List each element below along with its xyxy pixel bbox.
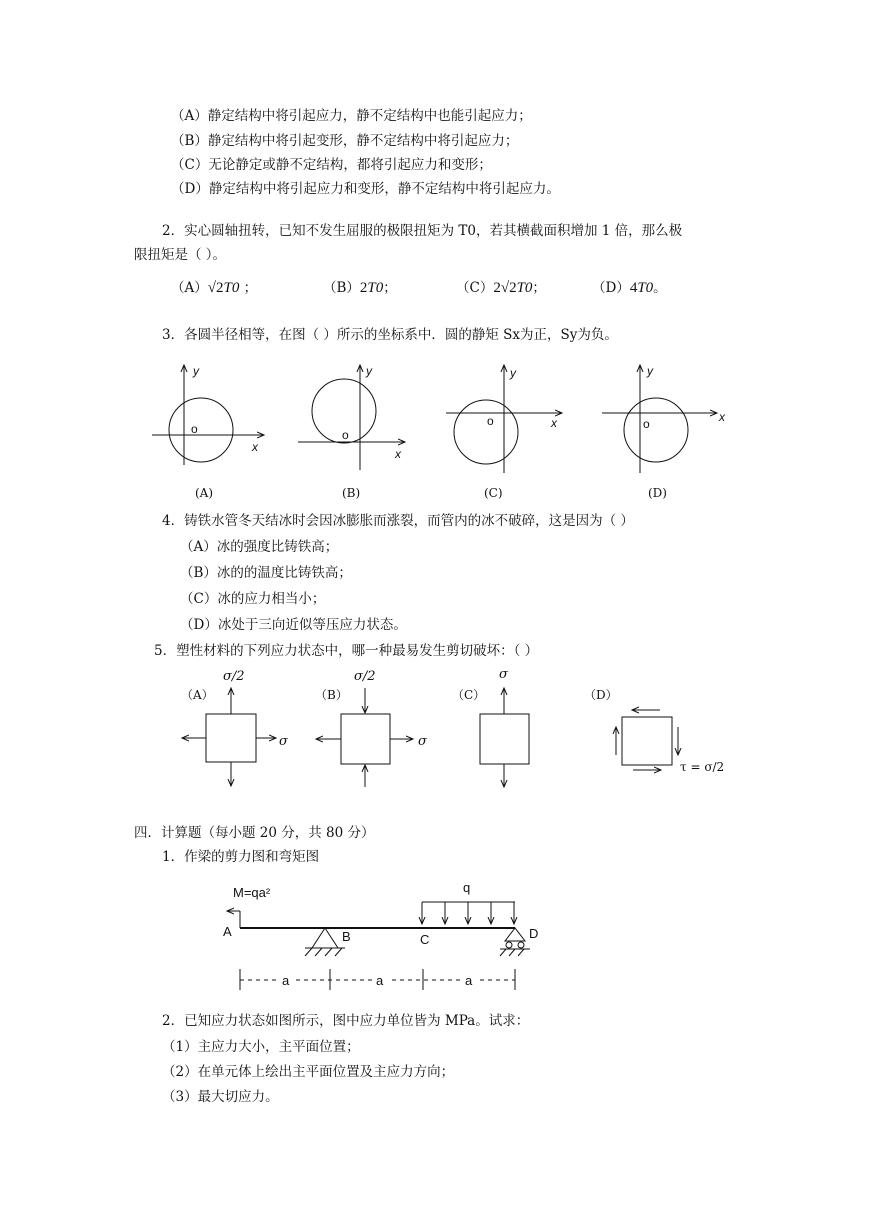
q4-option-c: （C）冰的应力相当小；	[180, 591, 326, 607]
section-heading: 四．计算题（每小题 20 分，共 80 分）	[134, 825, 375, 841]
q4-text: 4．铸铁水管冬天结冰时会因冰膨胀而涨裂，而管内的冰不破碎，这是因为（ ）	[162, 513, 634, 529]
q2-option-a: （A）√2T0 ；	[171, 280, 258, 296]
svg-text:σ: σ	[279, 734, 288, 749]
problem-2-item-3: （3）最大切应力。	[162, 1089, 279, 1105]
svg-text:σ/2: σ/2	[223, 669, 245, 684]
svg-text:(C): (C)	[484, 486, 503, 500]
q3-text: 3．各圆半径相等，在图（ ）所示的坐标系中．圆的静矩 Sx为正，Sy为负。	[162, 327, 618, 343]
q4-option-a: （A）冰的强度比铸铁高；	[180, 539, 339, 555]
svg-text:a: a	[282, 973, 290, 988]
svg-text:(A): (A)	[195, 486, 214, 500]
svg-text:x: x	[551, 416, 557, 430]
svg-text:o: o	[342, 428, 349, 442]
svg-text:σ: σ	[499, 667, 508, 682]
svg-text:σ/2: σ/2	[354, 669, 376, 684]
svg-text:o: o	[487, 414, 494, 428]
stress-element-b	[315, 669, 428, 787]
svg-text:A: A	[223, 924, 232, 939]
svg-text:(D): (D)	[648, 486, 667, 500]
svg-text:a: a	[465, 973, 473, 988]
option-a-prev: （A）静定结构中将引起应力，静不定结构中也能引起应力；	[171, 108, 532, 124]
option-b-prev: （B）静定结构中将引起变形，静不定结构中将引起应力；	[171, 133, 519, 149]
problem-1-text: 1．作梁的剪力图和弯矩图	[162, 849, 320, 865]
q2-line1: 2．实心圆轴扭转，已知不发生屈服的极限扭矩为 T0，若其横截面积增加 1 倍，那么极	[162, 223, 683, 239]
svg-text:q: q	[463, 880, 471, 895]
option-c-prev: （C）无论静定或静不定结构，都将引起应力和变形；	[171, 157, 492, 173]
circle-figure-d	[602, 364, 726, 500]
svg-text:（D）: （D）	[584, 688, 618, 702]
q5-stress-figures	[0, 660, 869, 795]
svg-text:（C）: （C）	[452, 688, 486, 702]
svg-text:D: D	[529, 926, 539, 941]
circle-figure-a	[152, 364, 264, 500]
stress-element-d	[584, 688, 724, 774]
problem-2-item-2: （2）在单元体上绘出主平面位置及主应力方向；	[162, 1064, 455, 1080]
option-d-prev: （D）静定结构中将引起应力和变形，静不定结构中将引起应力。	[171, 181, 560, 197]
q4-option-b: （B）冰的的温度比铸铁高；	[180, 565, 352, 581]
svg-text:x: x	[252, 440, 258, 454]
svg-text:o: o	[191, 422, 198, 436]
q5-text: 5．塑性材料的下列应力状态中，哪一种最易发生剪切破坏：（ ）	[154, 643, 539, 659]
q2-option-b: （B）2T0；	[323, 280, 397, 296]
q2-option-c: （C）2√2T0；	[456, 280, 546, 296]
svg-text:y: y	[510, 366, 516, 380]
svg-text:C: C	[420, 932, 430, 947]
q2-line2: 限扭矩是（ ）。	[134, 247, 227, 263]
svg-text:x: x	[719, 410, 725, 424]
svg-text:o: o	[643, 417, 650, 431]
q2-option-d: （D）4T0。	[592, 280, 667, 296]
svg-text:（B）: （B）	[315, 688, 348, 702]
svg-text:y: y	[193, 364, 199, 378]
problem-2-item-1: （1）主应力大小，主平面位置；	[162, 1039, 360, 1055]
svg-text:a: a	[376, 973, 384, 988]
circle-figure-b	[298, 364, 405, 500]
q2-option-a-coef: √2	[207, 280, 224, 296]
problem-2-text: 2．已知应力状态如图所示，图中应力单位皆为 MPa。试求：	[162, 1013, 530, 1029]
svg-text:τ = σ/2: τ = σ/2	[680, 760, 725, 774]
svg-text:(B): (B)	[342, 486, 361, 500]
svg-text:y: y	[647, 364, 653, 378]
q3-figures	[0, 355, 869, 505]
svg-text:σ: σ	[418, 734, 427, 749]
stress-element-c	[452, 667, 529, 787]
q4-option-d: （D）冰处于三向近似等压应力状态。	[180, 617, 407, 633]
circle-figure-c	[446, 365, 562, 500]
svg-text:y: y	[366, 364, 372, 378]
svg-text:M=qa²: M=qa²	[233, 885, 271, 900]
svg-text:（A）: （A）	[181, 688, 214, 702]
stress-element-a	[181, 669, 289, 786]
svg-text:x: x	[395, 447, 401, 461]
svg-text:B: B	[342, 929, 351, 944]
beam-diagram	[0, 872, 869, 997]
